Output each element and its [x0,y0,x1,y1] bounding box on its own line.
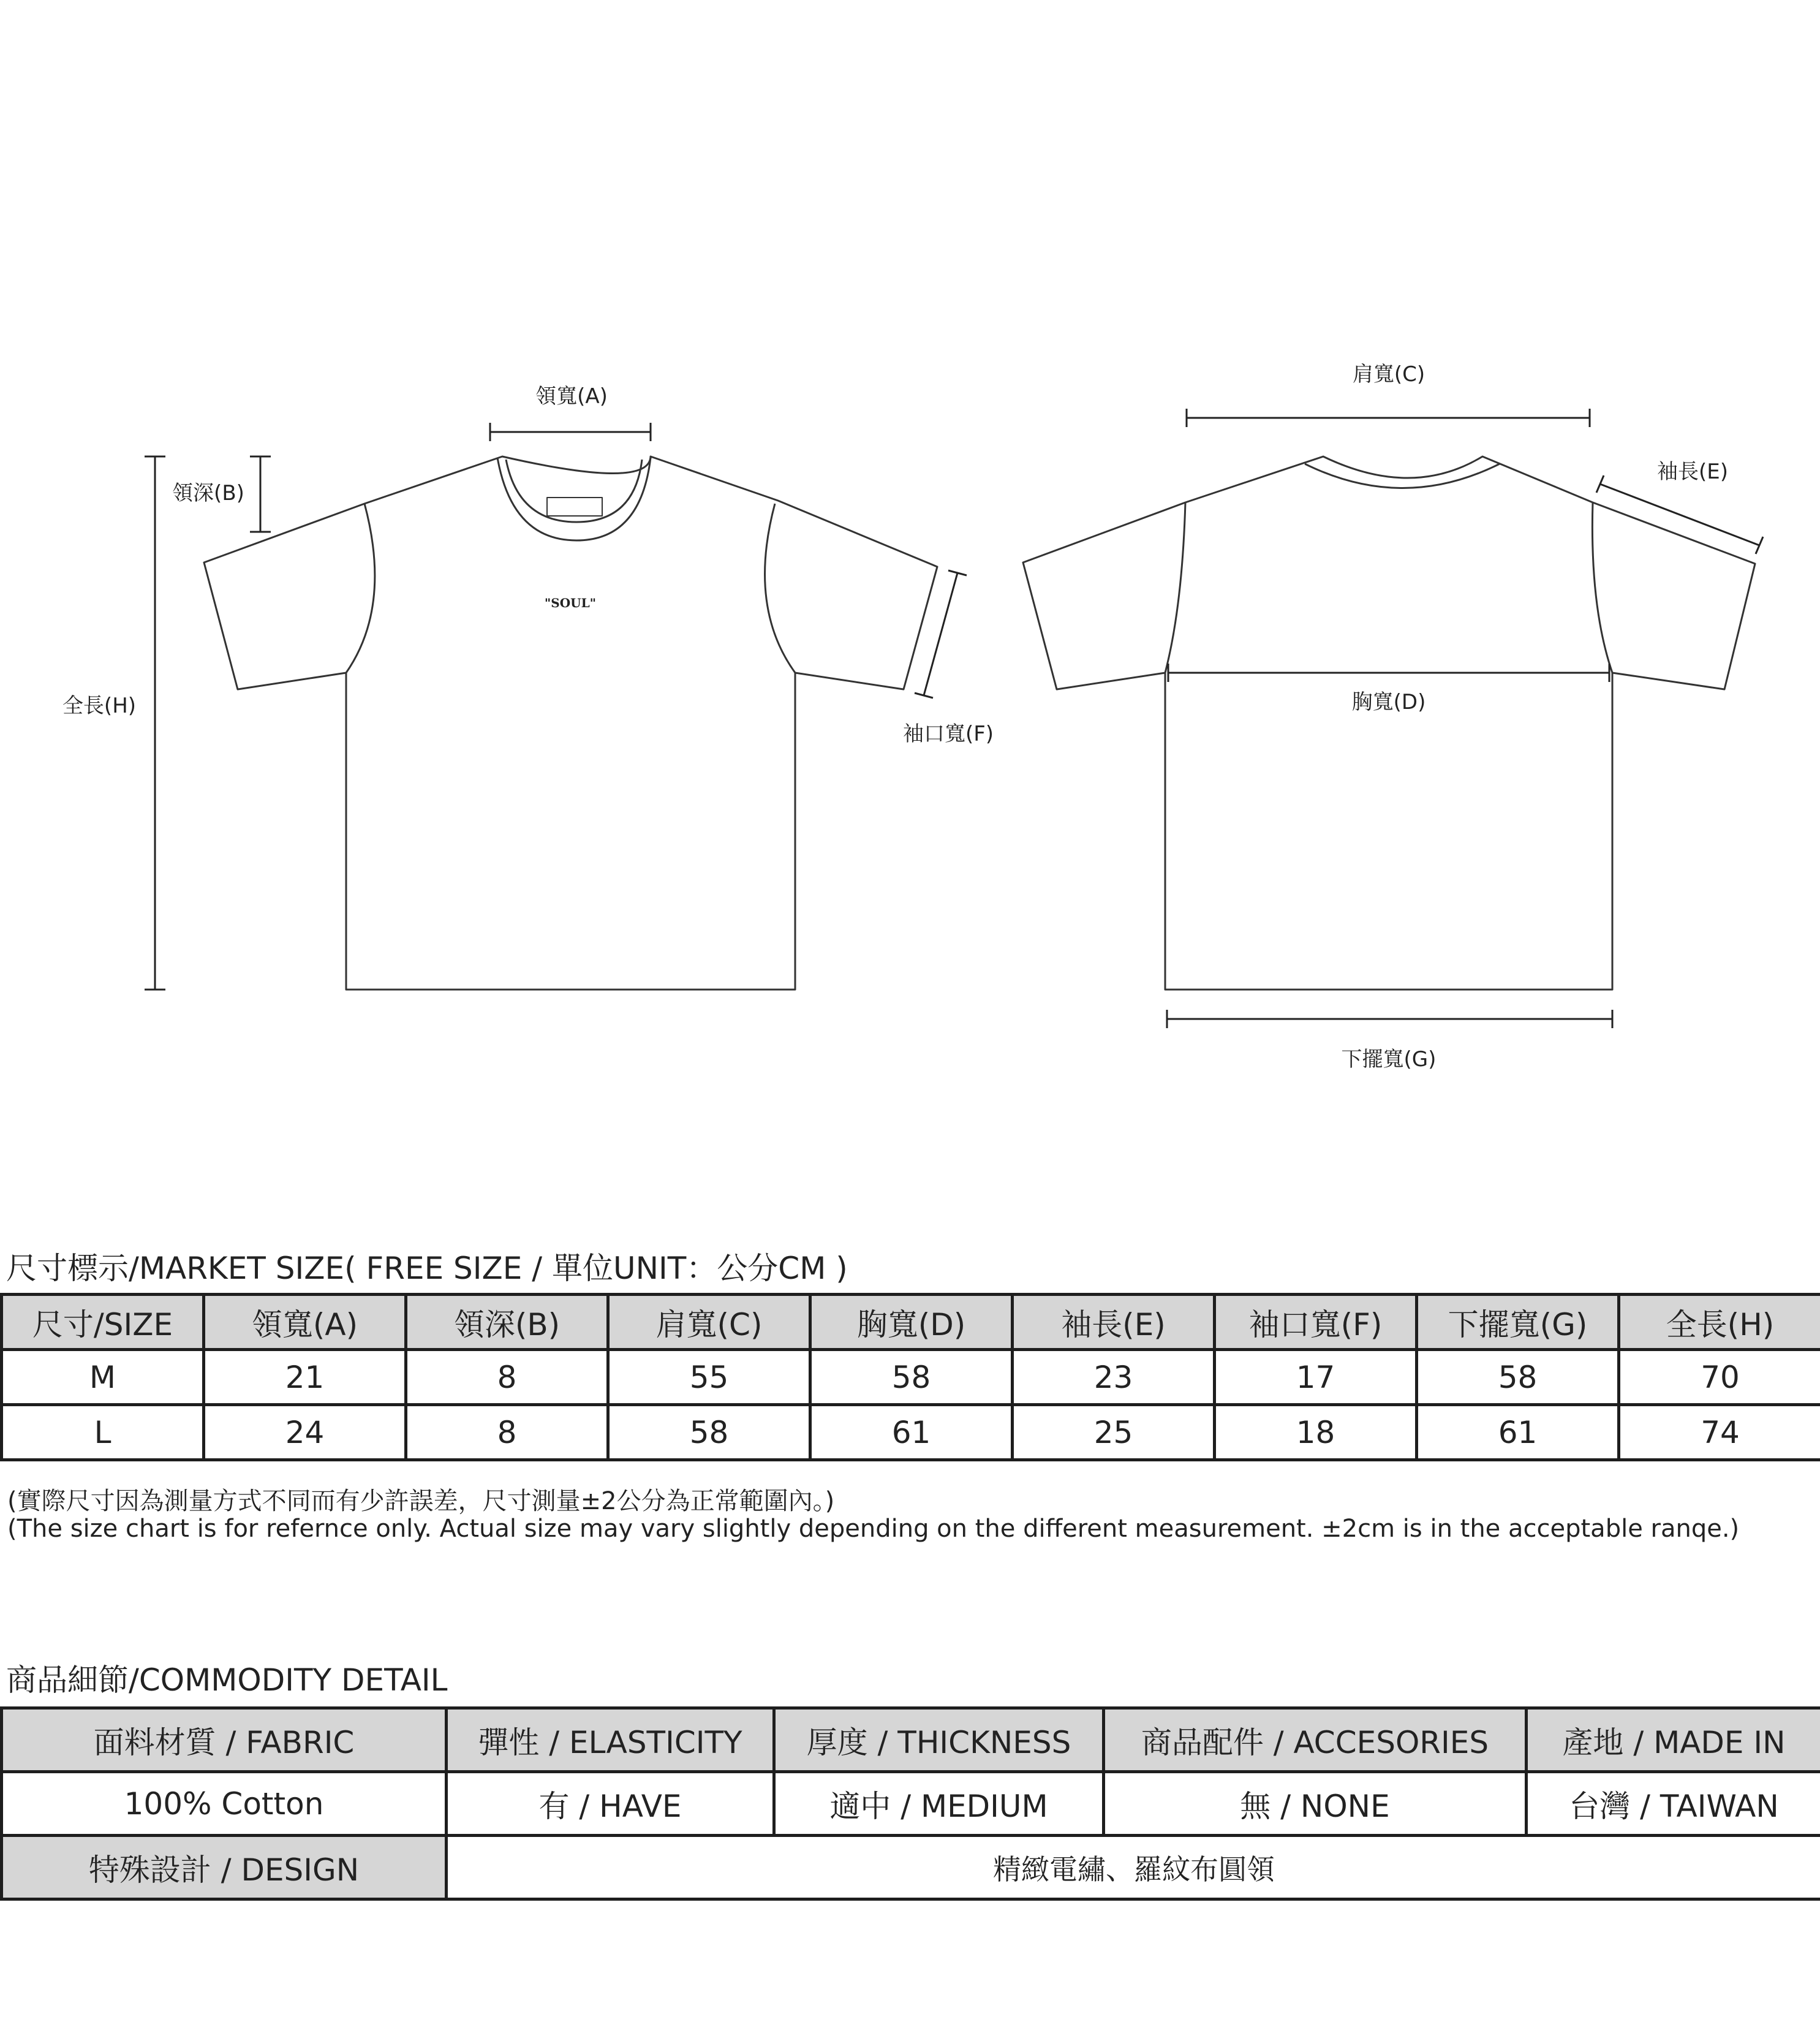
fabric-value: 100% Cotton [2,1772,447,1836]
header-fabric: 面料材質 / FABRIC [2,1708,447,1772]
accessories-value: 無 / NONE [1104,1772,1527,1836]
table-cell: 25 [1013,1405,1215,1460]
front-body-outline [204,456,937,990]
front-armhole-left [346,504,375,673]
cuff-width-label: 袖口寬(F) [902,722,994,746]
table-cell: 17 [1215,1350,1417,1405]
table-cell: 61 [1417,1405,1619,1460]
header-thickness: 厚度 / THICKNESS [774,1708,1104,1772]
back-body-outline [1023,456,1755,990]
sleeve-length-line [1596,475,1763,554]
table-cell: 70 [1619,1350,1820,1405]
sleeve-length-label: 袖長(E) [1656,460,1729,484]
cuff-width-line [915,570,967,698]
total-length-label: 全長(H) [62,694,137,718]
hem-width-label: 下擺寬(G) [1341,1047,1437,1072]
table-cell: 21 [204,1350,406,1405]
neck-label-tag [547,498,602,516]
table-cell: 58 [608,1405,810,1460]
dimension-lines [145,409,1763,1028]
total-length-line [145,456,165,990]
front-view [204,456,937,990]
table-cell: 18 [1215,1405,1417,1460]
detail-header-row [2,1708,1820,1772]
header-chest-width: 胸寬(D) [810,1295,1013,1350]
made-in-value: 台灣 / TAIWAN [1527,1772,1820,1836]
table-cell: 8 [406,1350,608,1405]
front-collar-inner [506,460,642,522]
chest-width-label: 胸寬(D) [1351,690,1426,714]
detail-design-row [2,1836,1820,1899]
size-section-title: 尺寸標示/MARKET SIZE( FREE SIZE / 單位UNIT：公分CM ) [6,1251,848,1286]
header-design: 特殊設計 / DESIGN [2,1836,447,1899]
size-cell: L [2,1405,204,1460]
chest-logo: "SOUL" [544,596,597,610]
front-armhole-right [765,504,795,673]
neck-depth-label: 領深(B) [172,481,244,506]
table-cell: 23 [1013,1350,1215,1405]
header-accessories: 商品配件 / ACCESORIES [1104,1708,1527,1772]
thickness-value: 適中 / MEDIUM [774,1772,1104,1836]
neck-width-line [490,423,651,441]
table-row [2,1405,1820,1460]
elasticity-value: 有 / HAVE [447,1772,774,1836]
header-cuff-width: 袖口寬(F) [1215,1295,1417,1350]
back-armhole-left [1165,502,1185,673]
table-cell: 74 [1619,1405,1820,1460]
detail-section-title: 商品細節/COMMODITY DETAIL [6,1662,448,1698]
shoulder-width-label: 肩寬(C) [1352,362,1425,387]
table-row [2,1350,1820,1405]
table-cell: 55 [608,1350,810,1405]
size-table-header [2,1295,1820,1350]
header-made-in: 產地 / MADE IN [1527,1708,1820,1772]
header-total-length: 全長(H) [1619,1295,1820,1350]
neck-depth-line [250,456,271,532]
back-armhole-right [1592,502,1612,673]
header-hem-width: 下擺寬(G) [1417,1295,1619,1350]
table-cell: 58 [810,1350,1013,1405]
size-table [0,1293,1820,1461]
commodity-detail-table [0,1706,1820,1901]
table-cell: 61 [810,1405,1013,1460]
header-neck-depth: 領深(B) [406,1295,608,1350]
back-view [1023,456,1755,990]
back-neck-binding [1305,464,1500,488]
design-value: 精緻電繡、羅紋布圓領 [447,1836,1820,1899]
table-cell: 8 [406,1405,608,1460]
dimension-labels [62,362,1728,1072]
size-note-zh: (實際尺寸因為測量方式不同而有少許誤差，尺寸測量±2公分為正常範圍內。) [7,1487,835,1515]
size-cell: M [2,1350,204,1405]
neck-width-label: 領寬(A) [535,384,608,409]
hem-width-line [1167,1010,1612,1028]
header-sleeve-length: 袖長(E) [1013,1295,1215,1350]
header-elasticity: 彈性 / ELASTICITY [447,1708,774,1772]
header-size: 尺寸/SIZE [2,1295,204,1350]
table-cell: 58 [1417,1350,1619,1405]
shoulder-width-line [1187,409,1590,427]
table-cell: 24 [204,1405,406,1460]
size-note-en: (The size chart is for refernce only. Actual size may vary slightly depending on the different measurement. ±2cm is in the acceptable ranqe.) [7,1515,1740,1543]
chest-width-line [1168,664,1609,682]
detail-value-row [2,1772,1820,1836]
header-shoulder-width: 肩寬(C) [608,1295,810,1350]
header-neck-width: 領寬(A) [204,1295,406,1350]
